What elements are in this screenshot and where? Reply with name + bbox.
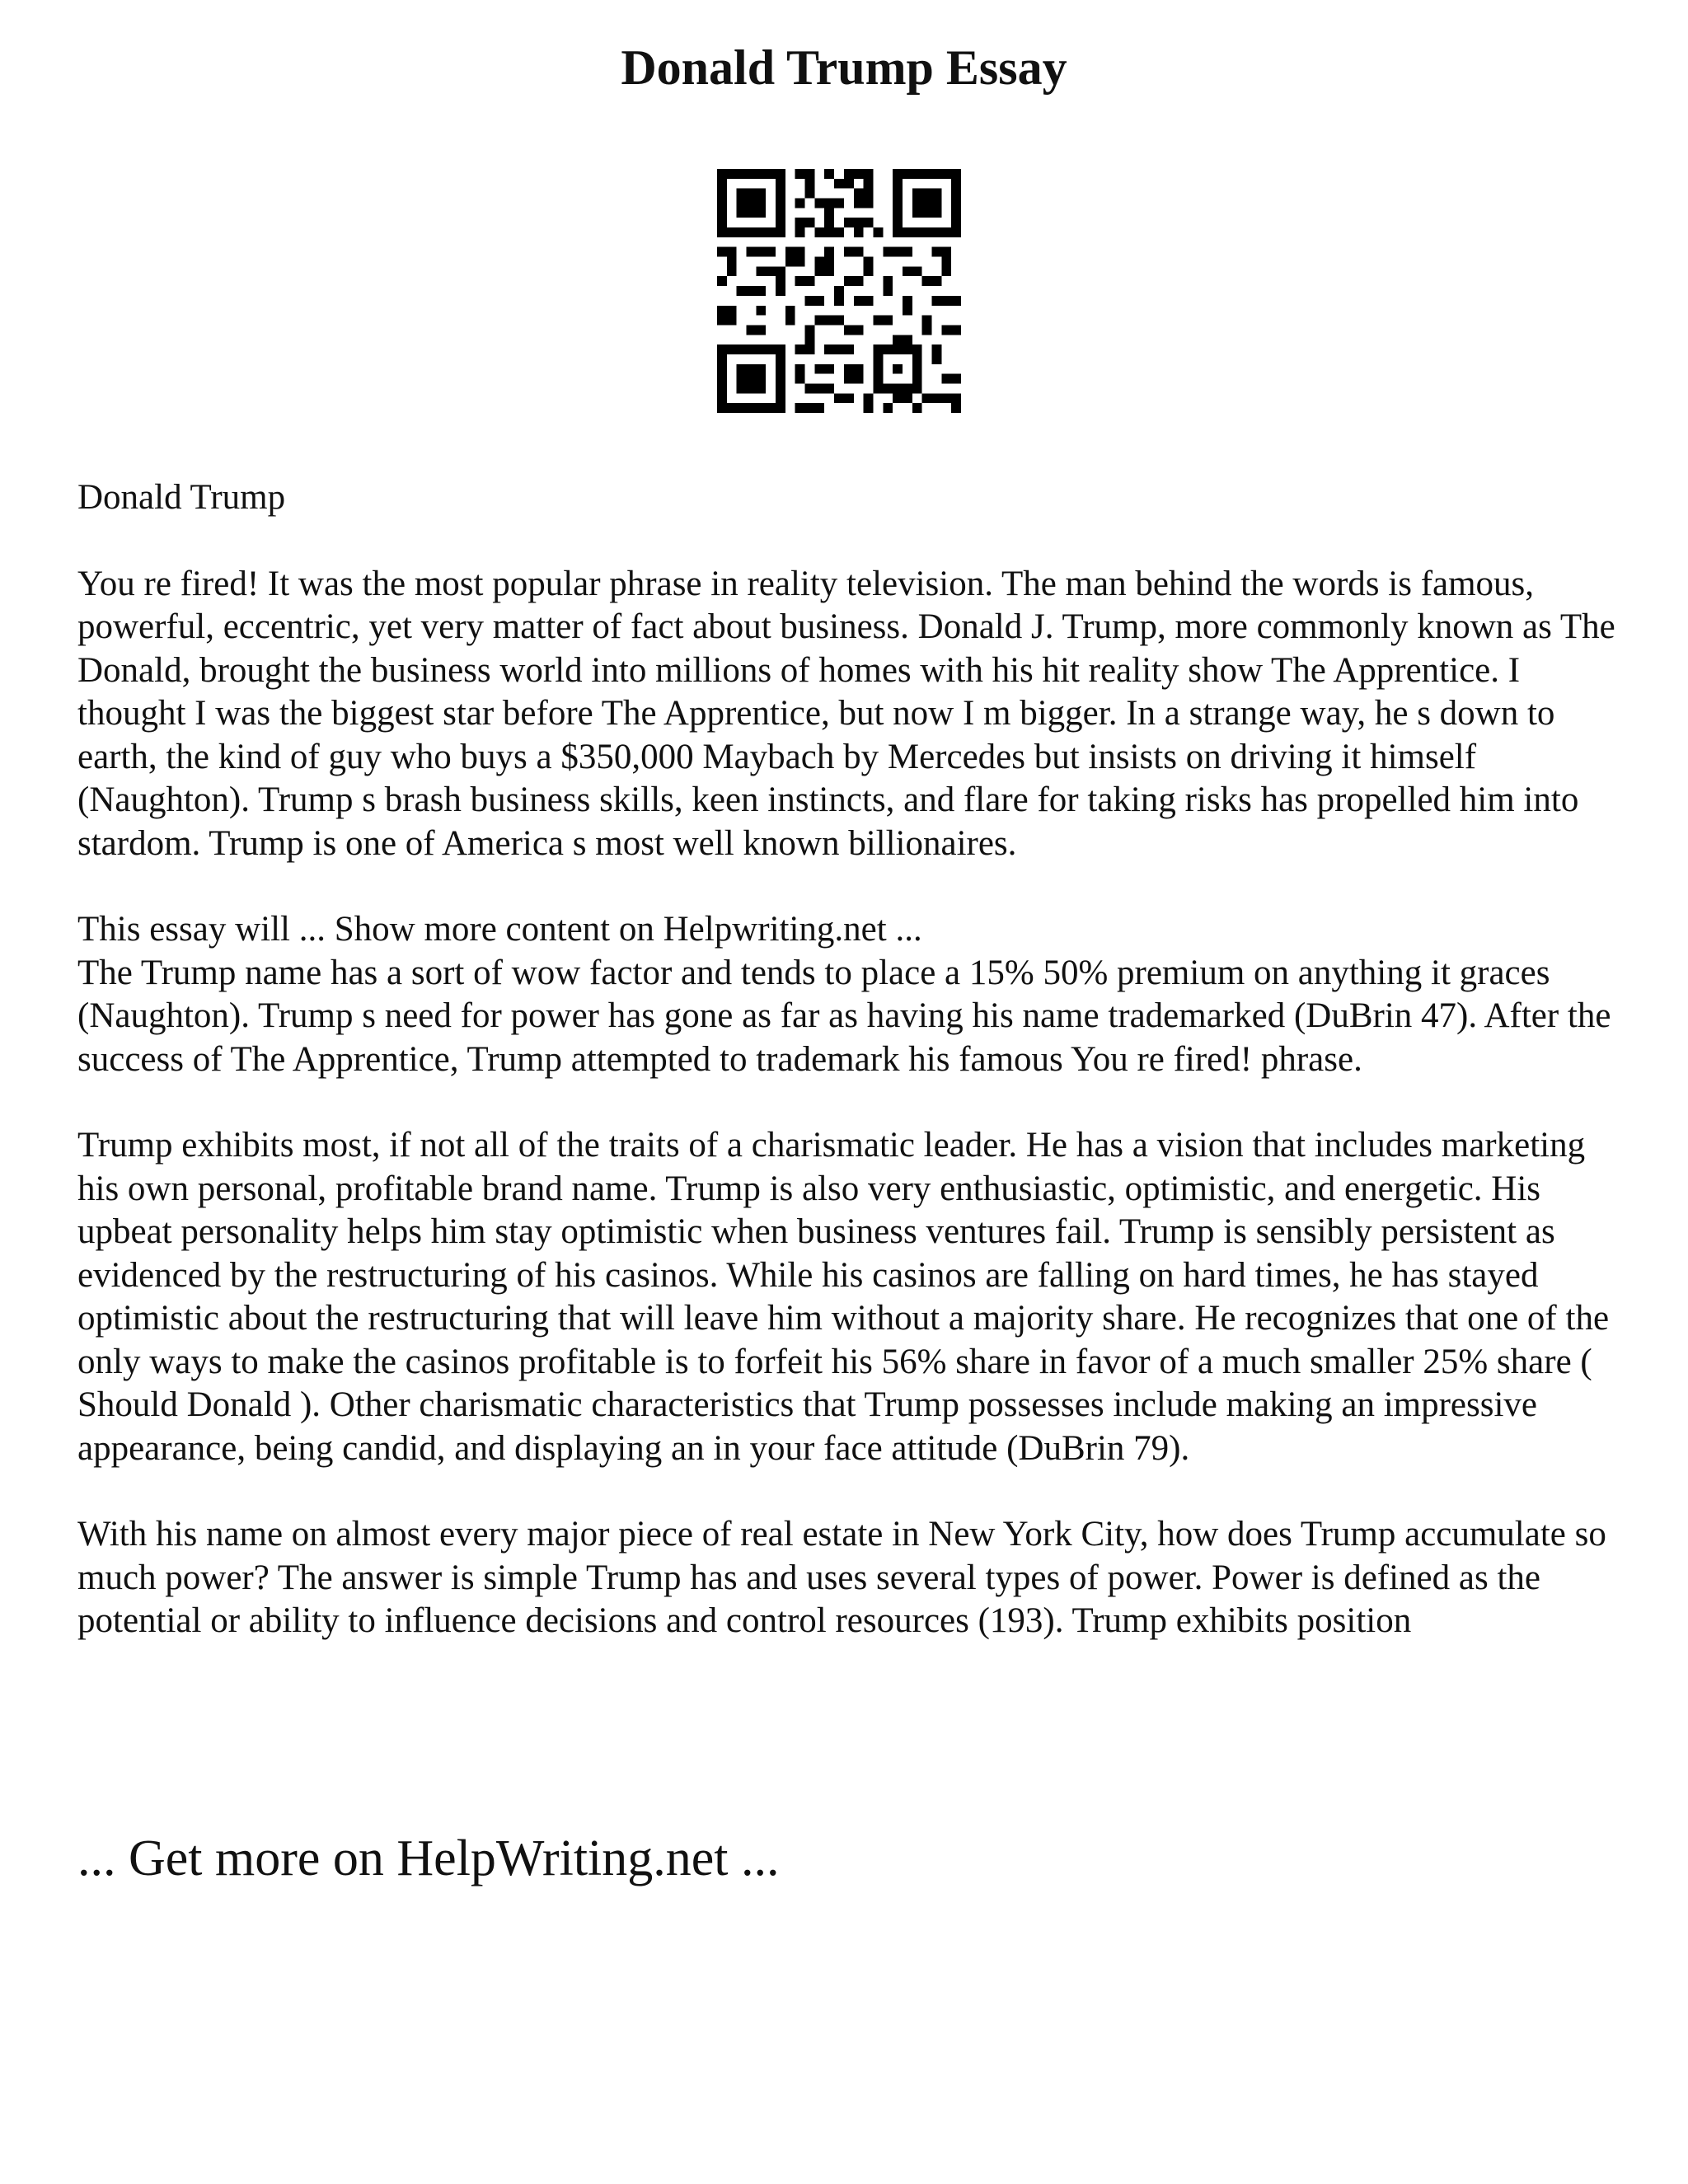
document-title: Donald Trump Essay — [621, 40, 1067, 95]
essay-heading: Donald Trump — [77, 478, 286, 517]
paragraph-trump-name: The Trump name has a sort of wow factor and tends to place a 15% 50% premium on anything it graces (Naughton). Trump s need for power has gone as far as having his name trademarked (DuBrin 47). After the success of The Apprentice, Trump attempted to trademark his famous You re fired! phrase. — [77, 953, 1611, 1079]
paragraph-power: With his name on almost every major piece of real estate in New York City, how does Trump accumulate so much power? The answer is simple Trump has and uses several types of power. Power is defined as the potential or ability to influence decisions and control resources (193). Trump exhibits position — [77, 1515, 1606, 1640]
get-more-link[interactable]: ... Get more on HelpWriting.net ... — [77, 1830, 780, 1886]
show-more-link[interactable]: This essay will ... Show more content on Helpwriting.net ... — [77, 910, 922, 949]
qr-code[interactable] — [717, 169, 961, 413]
paragraph-charismatic-leader: Trump exhibits most, if not all of the traits of a charismatic leader. He has a vision that includes marketing his own personal, profitable brand name. Trump is also very enthusiastic, optimistic, and energetic. His upbeat personality helps him stay optimistic when business ventures fail. Trump is sensibly persistent as evidenced by the restructuring of his casinos. While his casinos are falling on hard times, he has stayed optimistic about the restructuring that will leave him without a majority share. He recognizes that one of the only ways to make the casinos profitable is to forfeit his 56% share in favor of a much smaller 25% share ( Should Donald ). Other charismatic characteristics that Trump possesses include making an impressive appearance, being candid, and displaying an in your face attitude (DuBrin 79). — [77, 1126, 1610, 1468]
paragraph-intro: You re fired! It was the most popular phrase in reality television. The man behind the words is famous, powerful, eccentric, yet very matter of fact about business. Donald J. Trump, more commonly known as The Donald, brought the business world into millions of homes with his hit reality show The Apprentice. I thought I was the biggest star before The Apprentice, but now I m bigger. In a strange way, he s down to earth, the kind of guy who buys a $350,000 Maybach by Mercedes but insists on driving it himself (Naughton). Trump s brash business skills, keen instincts, and flare for taking risks has propelled him into stardom. Trump is one of America s most well known billionaires. — [77, 564, 1615, 863]
qr-code-graphic — [717, 169, 961, 413]
essay-body — [77, 476, 1627, 1643]
